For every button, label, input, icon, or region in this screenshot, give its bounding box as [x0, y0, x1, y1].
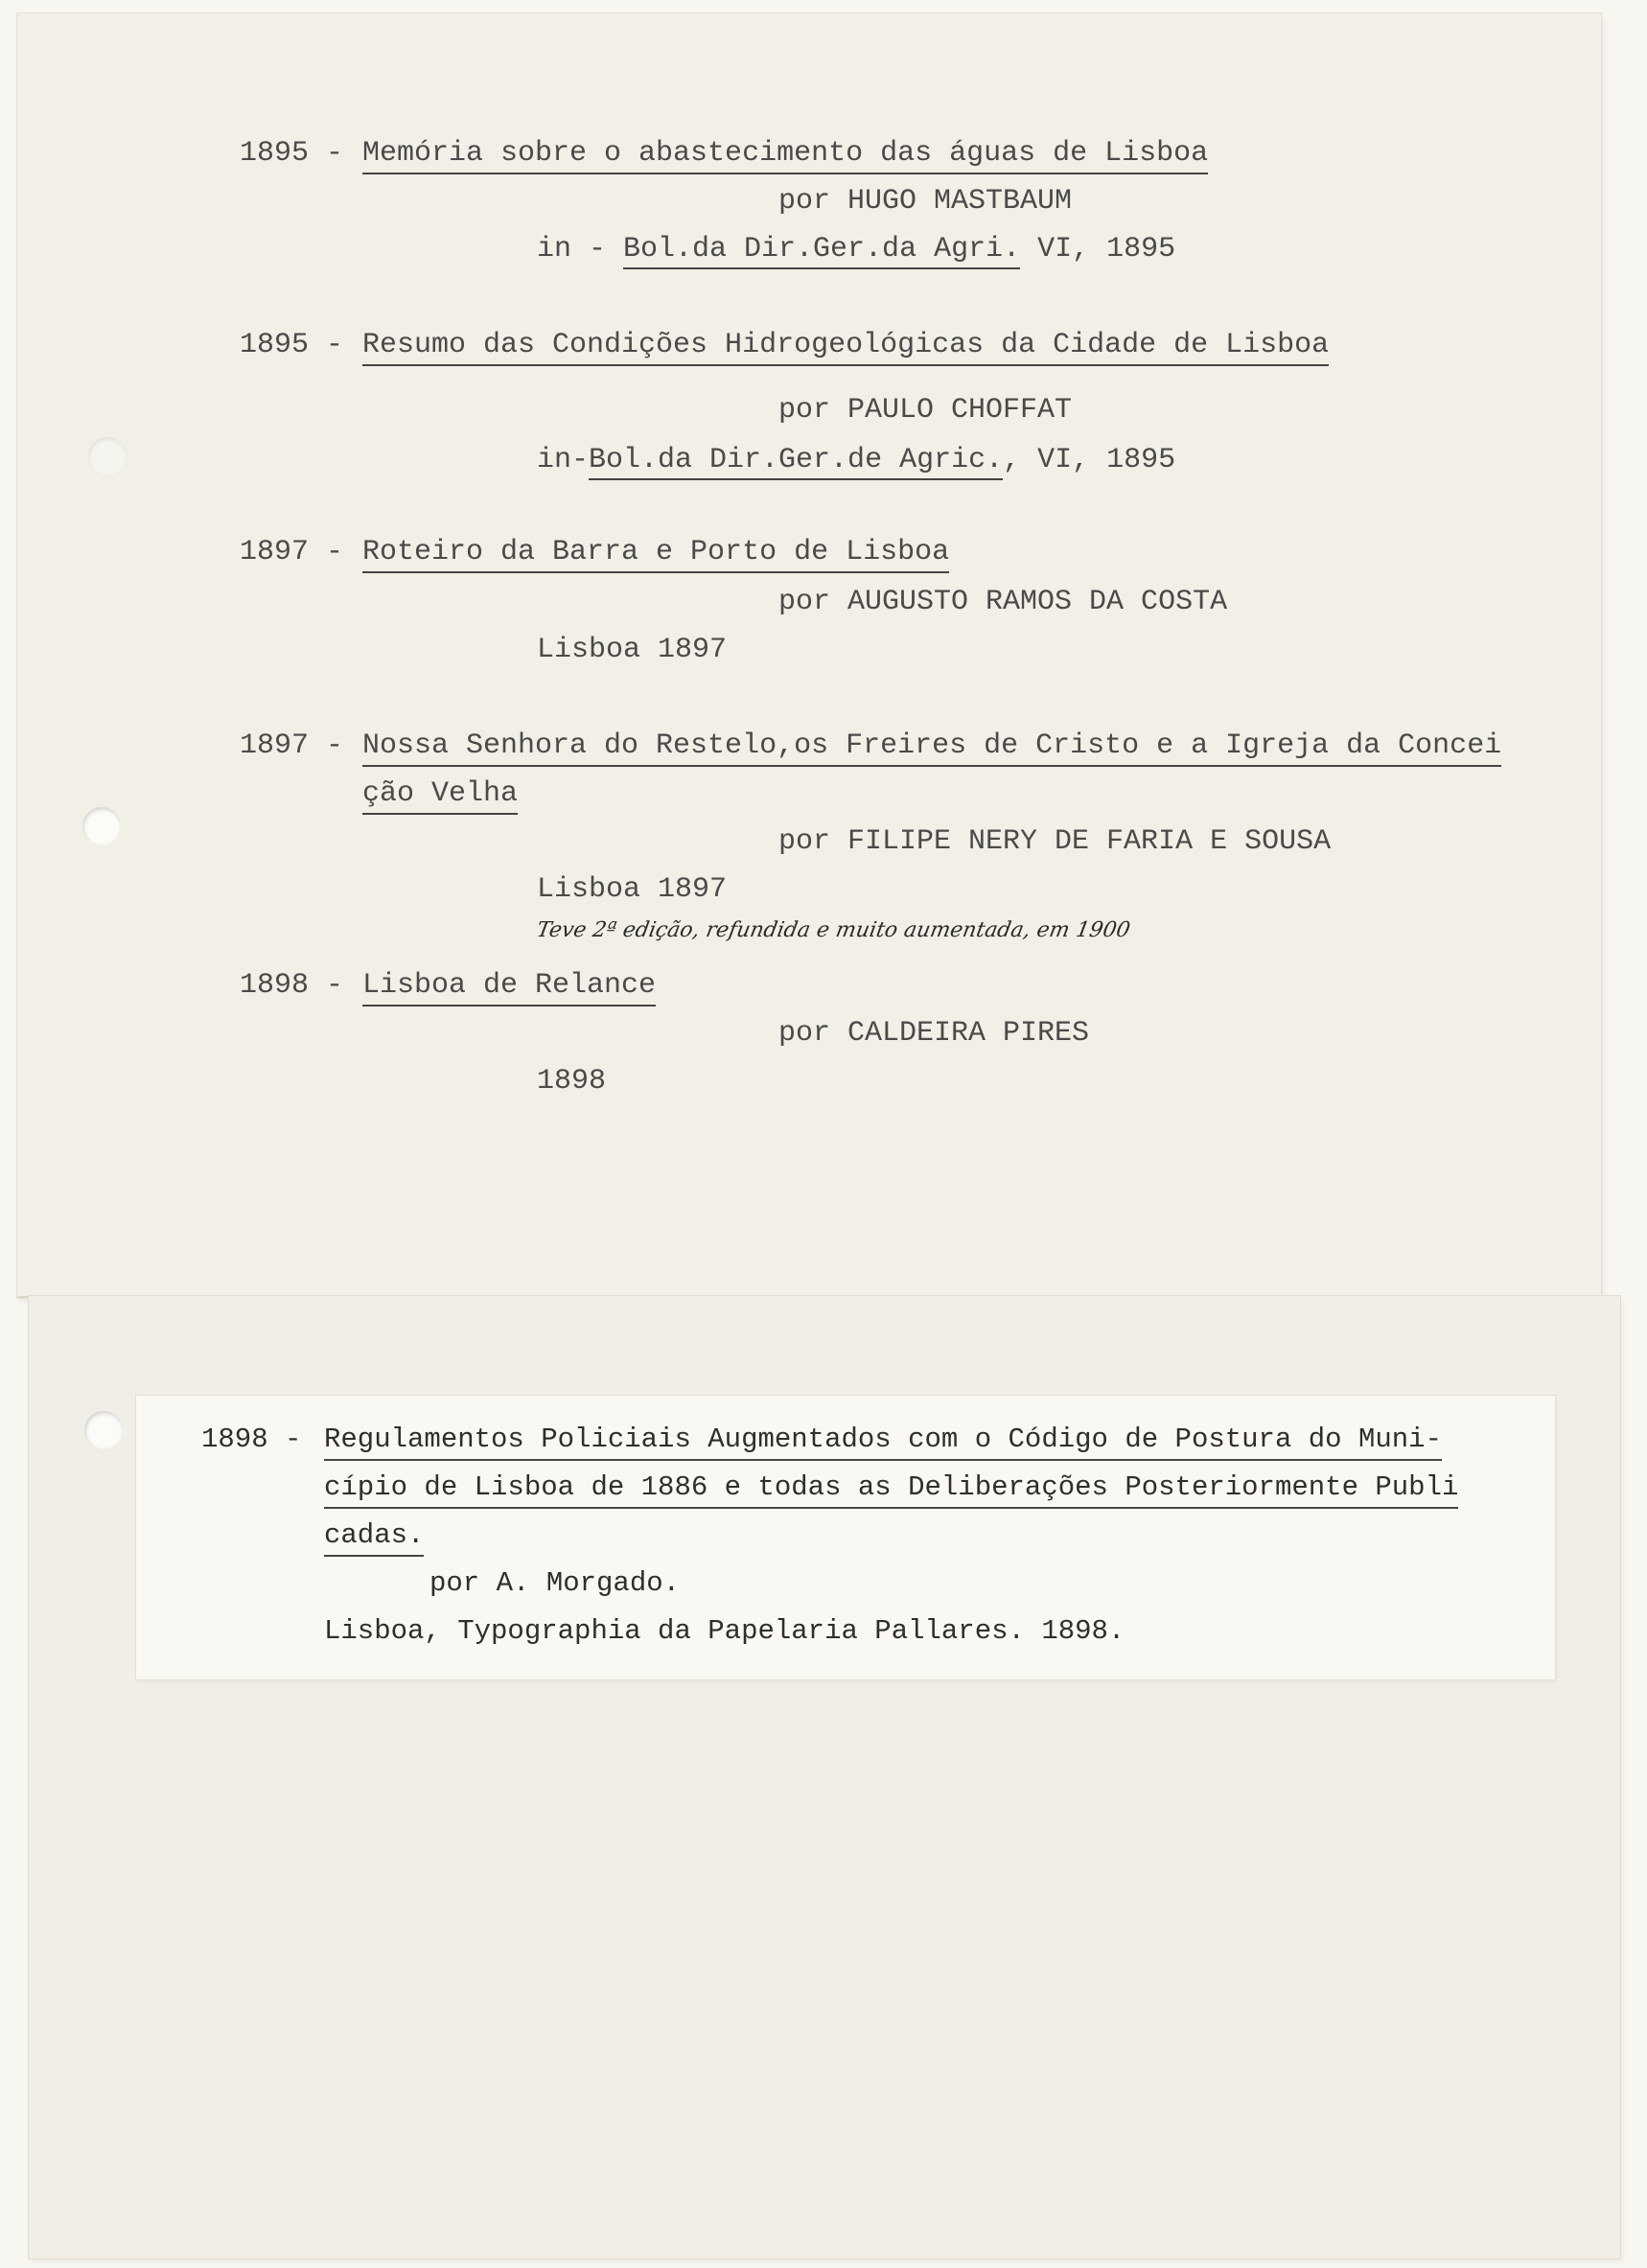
entry-year: 1895 - [240, 329, 344, 361]
entry-author: por PAULO CHOFFAT [778, 394, 1073, 427]
entry-title: Roteiro da Barra e Porto de Lisboa [362, 535, 949, 573]
punch-hole [88, 437, 127, 475]
entry-publication [537, 232, 1175, 266]
slip-title-line-2: cípio de Lisboa de 1886 e todas as Deliberações Posteriormente Publi [324, 1470, 1458, 1509]
entry-publication [537, 443, 1175, 477]
entry-title: Nossa Senhora do Restelo,os Freires de Cristo e a Igreja da Concei [362, 729, 1501, 767]
entry-imprint: 1898 [537, 1065, 607, 1098]
publication-prefix: in- [537, 444, 590, 476]
punch-hole [82, 807, 121, 845]
publication-title: Bol.da Dir.Ger.da Agri. [623, 233, 1020, 269]
publication-suffix: VI, 1895 [1020, 233, 1176, 266]
slip-year: 1898 - [201, 1423, 302, 1455]
entry-year: 1897 - [240, 536, 344, 568]
punch-hole [84, 1411, 123, 1449]
entry-year: 1897 - [240, 729, 344, 762]
publication-suffix: , VI, 1895 [1003, 444, 1176, 476]
entry-title: Lisboa de Relance [362, 968, 656, 1007]
publication-prefix: in - [537, 233, 624, 266]
entry-title-continued: ção Velha [362, 776, 518, 815]
entry-author: por HUGO MASTBAUM [778, 185, 1073, 218]
publication-title: Bol.da Dir.Ger.de Agric. [589, 444, 1003, 480]
entry-author: por CALDEIRA PIRES [778, 1017, 1090, 1050]
entry-imprint: Lisboa 1897 [537, 873, 728, 906]
entry-author: por AUGUSTO RAMOS DA COSTA [778, 586, 1228, 618]
entry-title: Memória sobre o abastecimento das águas de Lisboa [362, 136, 1208, 174]
slip-imprint: Lisboa, Typographia da Papelaria Pallares. 1898. [324, 1615, 1125, 1647]
entry-imprint: Lisboa 1897 [537, 634, 728, 666]
slip-title: Regulamentos Policiais Augmentados com o Código de Postura do Muni- [324, 1423, 1442, 1461]
entry-title: Resumo das Condições Hidrogeológicas da Cidade de Lisboa [362, 328, 1329, 366]
slip-author: por A. Morgado. [429, 1567, 681, 1599]
handwritten-note: Teve 2ª edição, refundida e muito aumentada, em 1900 [534, 918, 1132, 942]
slip-title-line-3: cadas. [324, 1518, 424, 1557]
entry-year: 1898 - [240, 969, 344, 1002]
entry-author: por FILIPE NERY DE FARIA E SOUSA [778, 825, 1332, 858]
entry-year: 1895 - [240, 137, 344, 170]
